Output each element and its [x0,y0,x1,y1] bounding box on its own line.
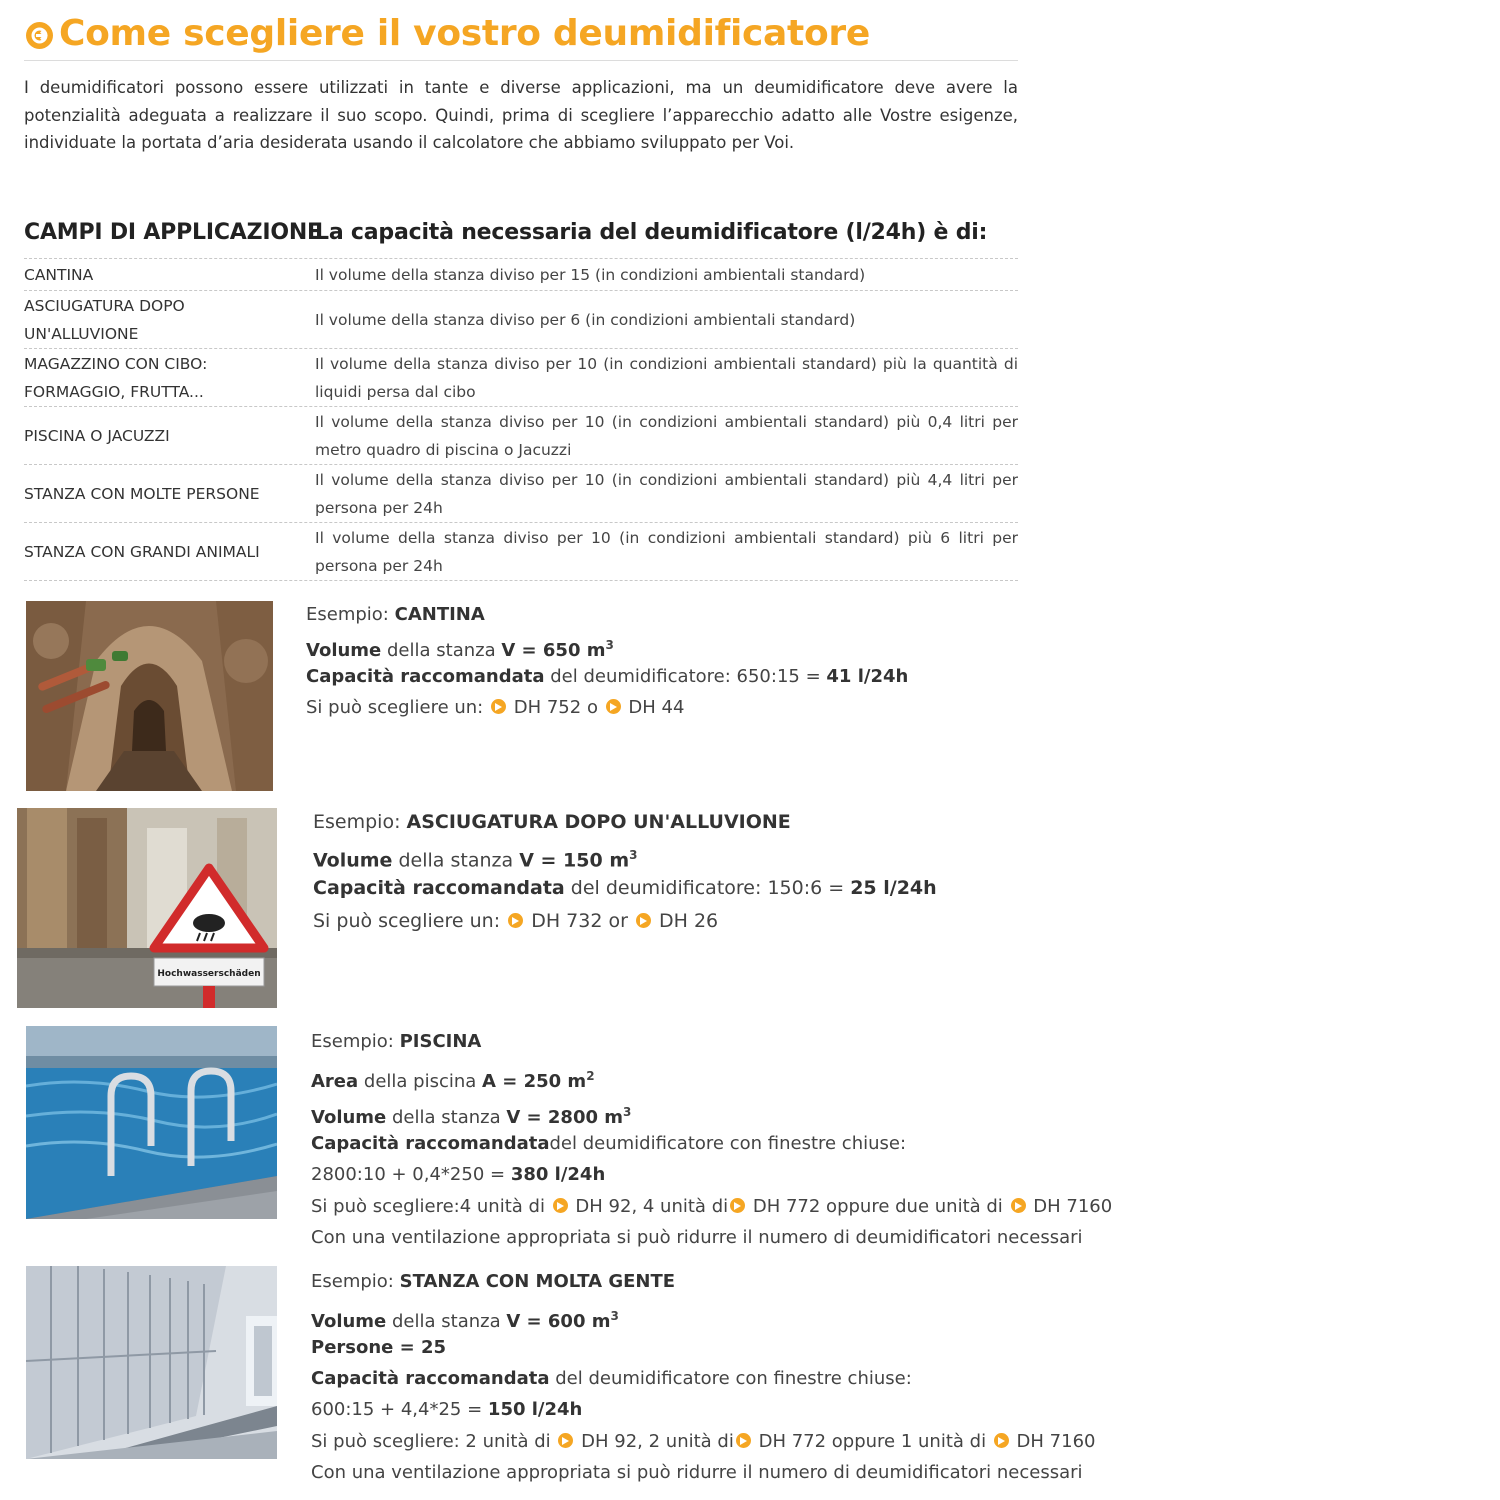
page-header [24,6,1018,61]
applications-table [24,258,1018,581]
piscina-photo [26,1026,277,1219]
example-cantina [306,599,908,723]
example-piscina [311,1026,1112,1253]
model-link-dh44[interactable]: DH 44 [628,697,685,718]
application-field: CANTINA [24,265,94,284]
application-rule: Il volume della stanza diviso per 10 (in condizioni ambientali standard) più 6 litri per persona per 24h [315,528,1018,575]
arrow-circle-icon [553,1198,568,1213]
example-alluvione [313,806,937,938]
arrow-circle-icon [491,699,506,714]
table-row [24,349,1018,407]
table-row [24,523,1018,581]
arrow-circle-icon [994,1433,1009,1448]
choose-label: Si può scegliere:4 unità di [311,1196,545,1217]
room-label: della stanza [392,1311,501,1332]
example-label: Esempio: [311,1271,394,1292]
separator: o [586,697,598,718]
sign-text: Hochwasserschäden [157,969,261,979]
table-header-capacity: La capacità necessaria del deumidificatore (l/24h) è di: [315,220,988,245]
application-field: ASCIUGATURA DOPO UN'ALLUVIONE [24,296,185,343]
alluvione-photo [17,808,277,1008]
arrow-circle-icon [558,1433,573,1448]
formula: 150:6 = [767,877,845,899]
example-name: STANZA CON MOLTA GENTE [399,1271,676,1292]
capacity-label: Capacità raccomandata [313,877,565,899]
unit-exponent: 3 [605,638,614,652]
arrow-circle-icon [606,699,621,714]
model-link-dh92[interactable]: DH 92, 4 unità di [575,1196,729,1217]
capacity-label: Capacità raccomandata [311,1368,550,1389]
application-rule: Il volume della stanza diviso per 15 (in condizioni ambientali standard) [315,265,866,284]
arrow-circle-icon [26,22,53,49]
dehumidifier-label: del deumidificatore: [550,666,731,687]
ventilation-note: Con una ventilazione appropriata si può ridurre il numero di deumidificatori necessari [311,1462,1083,1483]
result: 25 l/24h [850,877,937,899]
application-field: MAGAZZINO CON CIBO: FORMAGGIO, FRUTTA... [24,354,208,401]
volume-value: V = 150 m [519,849,630,872]
result: 380 l/24h [510,1164,606,1185]
application-field: PISCINA O JACUZZI [24,426,170,445]
volume-value: V = 650 m [501,640,606,661]
application-field: STANZA CON GRANDI ANIMALI [24,542,260,561]
formula: 600:15 + 4,4*25 = [311,1399,483,1420]
unit-exponent: 3 [623,1105,632,1119]
example-name: PISCINA [399,1031,482,1052]
choose-label: Si può scegliere: 2 unità di [311,1431,551,1452]
arrow-circle-icon [730,1198,745,1213]
ventilation-note: Con una ventilazione appropriata si può ridurre il numero di deumidificatori necessari [311,1227,1083,1248]
page-title: Come scegliere il vostro deumidificatore [59,12,870,54]
area-label: Area [311,1071,359,1092]
model-link-dh7160[interactable]: DH 7160 [1033,1196,1113,1217]
volume-value: V = 2800 m [506,1107,624,1128]
table-row [24,259,1018,291]
room-label: della stanza [392,1107,501,1128]
model-link-dh752[interactable]: DH 752 [513,697,582,718]
formula: 2800:10 + 0,4*250 = [311,1164,506,1185]
model-link-dh92[interactable]: DH 92, 2 unità di [581,1431,734,1452]
example-label: Esempio: [313,811,401,833]
volume-label: Volume [311,1107,387,1128]
table-row [24,291,1018,349]
model-link-dh772[interactable]: DH 772 oppure 1 unità di [758,1431,987,1452]
arrow-circle-icon [508,913,523,928]
volume-label: Volume [306,640,382,661]
dehumidifier-label: del deumidificatore: [570,877,762,899]
area-value: A = 250 m [482,1071,587,1092]
application-rule: Il volume della stanza diviso per 10 (in condizioni ambientali standard) più 0,4 litri per metro quadro di piscina o Jacuzzi [315,412,1018,459]
persons-count: Persone = 25 [311,1337,447,1358]
dehumidifier-label: del deumidificatore con finestre chiuse: [555,1368,912,1389]
pool-label: della piscina [363,1071,477,1092]
arrow-circle-icon [636,913,651,928]
table-row [24,407,1018,465]
example-label: Esempio: [306,604,389,625]
dehumidifier-label: del deumidificatore con finestre chiuse: [549,1133,907,1154]
volume-label: Volume [311,1311,387,1332]
choose-label: Si può scegliere un: [313,910,501,932]
application-field: STANZA CON MOLTE PERSONE [24,484,260,503]
application-rule: Il volume della stanza diviso per 10 (in condizioni ambientali standard) più 4,4 litri per persona per 24h [315,470,1018,517]
cantina-photo [26,601,273,791]
result: 150 l/24h [487,1399,583,1420]
volume-value: V = 600 m [506,1311,611,1332]
application-rule: Il volume della stanza diviso per 6 (in condizioni ambientali standard) [315,310,856,329]
arrow-circle-icon [736,1433,751,1448]
unit-exponent: 3 [610,1309,619,1323]
unit-exponent: 3 [629,848,638,862]
application-rule: Il volume della stanza diviso per 10 (in condizioni ambientali standard) più la quantità di liquidi persa dal cibo [315,354,1018,401]
intro-paragraph: I deumidificatori possono essere utilizzati in tante e diverse applicazioni, ma un deumidificatore deve avere la potenzialità adeguata a realizzare il suo scopo. Quindi, prima di scegliere l’apparecchio adatto alle Vostre esigenze, individuate la portata d’aria desiderata usando il calcolatore che abbiamo sviluppato per Voi. [24,78,1018,152]
example-name: ASCIUGATURA DOPO UN'ALLUVIONE [406,811,791,833]
model-link-dh732[interactable]: DH 732 [531,910,603,932]
arrow-circle-icon [1011,1198,1026,1213]
capacity-label: Capacità raccomandata [306,666,545,687]
choose-label: Si può scegliere un: [306,697,484,718]
room-label: della stanza [398,849,514,872]
gente-photo [26,1266,277,1459]
room-label: della stanza [387,640,496,661]
table-header-fields: CAMPI DI APPLICAZIONE [24,220,322,245]
model-link-dh7160[interactable]: DH 7160 [1016,1431,1096,1452]
model-link-dh26[interactable]: DH 26 [659,910,719,932]
model-link-dh772[interactable]: DH 772 oppure due unità di [752,1196,1003,1217]
example-name: CANTINA [394,604,485,625]
capacity-label: Capacità raccomandata [311,1133,550,1154]
unit-exponent: 2 [586,1069,595,1083]
example-gente [311,1266,1095,1488]
volume-label: Volume [313,849,393,872]
table-row [24,465,1018,523]
example-label: Esempio: [311,1031,394,1052]
result: 41 l/24h [826,666,909,687]
separator: or [608,910,628,932]
formula: 650:15 = [736,666,821,687]
